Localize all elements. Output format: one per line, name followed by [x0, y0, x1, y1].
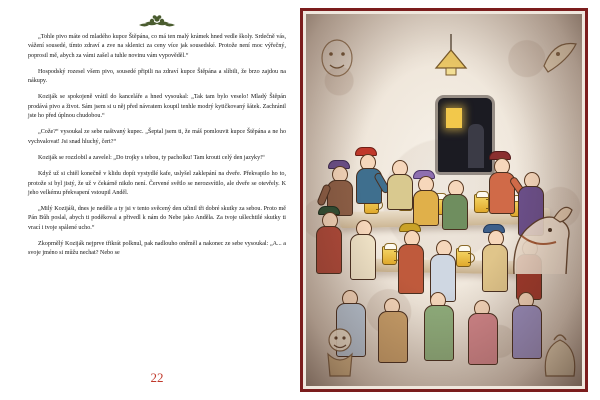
- paragraph: Když už si chtěl konečně v klidu dopít vystydlé kafe, uslyšel zaklepání na dveře. Překvapilo ho to, protože si byl jistý, že už v čekárně nikdo není. Červené světlo se nerozsvítilo, ale dveře se otevřely. K jeho velkému překvapení vstoupil Anděl.: [28, 171, 286, 196]
- illustration-frame: [300, 8, 588, 392]
- paragraph: „Tohle pivo máte od mladého kupce Štěpána, co má ten malý krámek hned vedle školy. Srdečně vás, vážení sousedé, tímto zdraví a zve na sklenici za ceny více jak sousedské. Protože není moc výřečný, poprosil mě, abych za vámi zašel a tuhle novinu vám vypověděl.“: [28, 34, 286, 59]
- paragraph: „Milý Kozijáši, dnes je neděle a ty jsi v tento svěcený den učinil tři dobré skutky za sebou. Proto mě Pán Bůh poslal, abych ti poděkoval a přivedl k nám do Nebe jako Anděla. Za tvoje ušlechtilé skutky ti vrací i tvoje spálené ucho.“: [28, 206, 286, 231]
- illustration-canvas: [306, 14, 582, 386]
- text-column: [28, 12, 286, 388]
- page-number: 22: [150, 370, 164, 385]
- paragraph: Zkoprnělý Koziják nejprve třikrát polknul, pak nadlouho oněměl a nakonec ze sebe vysoukal: „A... a svoje jméno si můžu nechat? Nebo se: [28, 241, 286, 257]
- body-text: [28, 33, 286, 259]
- paragraph: Koziják se spokojeně vrátil do kanceláře a hned vysoukal: „Tak tam bylo veselo! Mladý Štěpán prodává pivo a život. Sám jsem si u něj před návratem koupil tenhle modrý kytičkovaný šátek. Zachránil jste ho před úplnou chudobou.“: [28, 94, 286, 120]
- paragraph: Koziják se rozzlobil a zavelel: „Do trojky s tebou, ty pacholku! Tam krouti celý den jazyky!“: [38, 154, 265, 161]
- paragraph: Hospodský rozesel všem pivo, sousedé připili na zdraví kupce Štěpána a slíbili, že brzo zajdou na nákupy.: [28, 68, 286, 85]
- floral-ornament-icon: [28, 12, 286, 30]
- illustration-panel: [300, 8, 588, 392]
- paragraph: „Cože?“ vysoukal ze sebe naštvaný kupec. „Šeptal jsem ti, že máš pomlouvit kupce Štěpána a ne ho vychvalovat! Jsi snad hluchý, čert?“: [28, 129, 286, 145]
- illustration-vignette: [306, 14, 582, 386]
